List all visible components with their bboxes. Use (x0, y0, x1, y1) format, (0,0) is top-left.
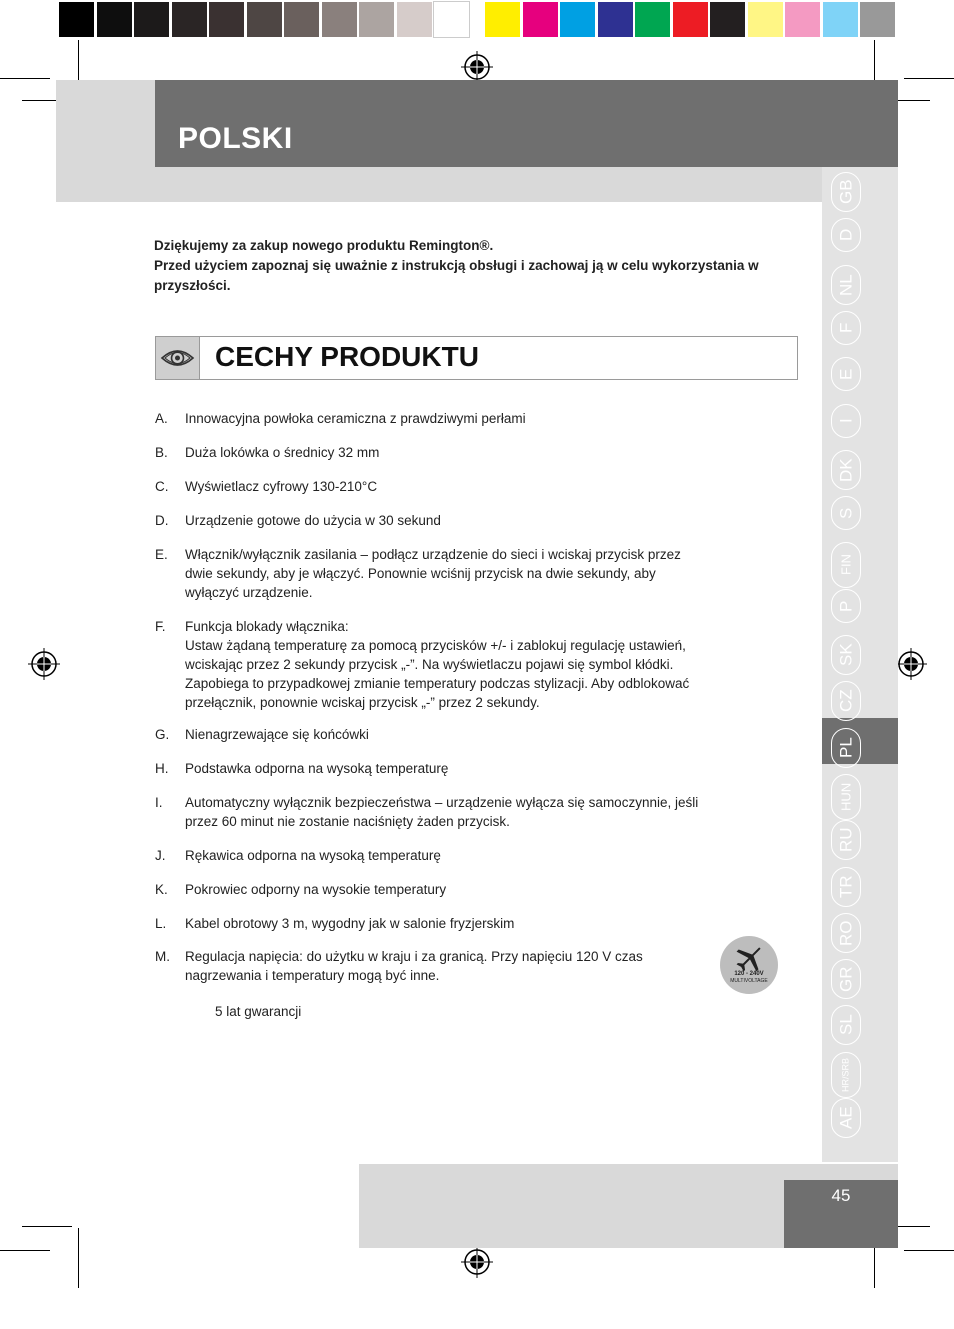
feature-text: Rękawica odporna na wysoką temperaturę (185, 848, 441, 863)
feature-text: Innowacyjna powłoka ceramiczna z prawdziwymi perłami (185, 411, 526, 426)
calibration-swatch (485, 2, 520, 37)
language-tab-hr-srb[interactable]: HR/SRB (831, 1052, 861, 1098)
crop-mark (904, 78, 954, 79)
feature-item (155, 793, 775, 831)
calibration-swatch (397, 2, 432, 37)
feature-letter: C. (155, 479, 169, 494)
feature-item (155, 511, 775, 530)
calibration-swatch (172, 2, 207, 37)
feature-letter: M. (155, 949, 170, 964)
intro-line-1: Dziękujemy za zakup nowego produktu Remington®. (154, 238, 494, 253)
intro-text (154, 236, 774, 296)
feature-letter: I. (155, 795, 163, 810)
language-tab-f[interactable]: F (831, 311, 861, 345)
calibration-swatch (823, 2, 858, 37)
feature-item (155, 947, 775, 985)
feature-text: Wyświetlacz cyfrowy 130-210°C (185, 479, 378, 494)
feature-item (155, 759, 775, 778)
feature-letter: F. (155, 619, 166, 634)
feature-letter: J. (155, 848, 166, 863)
calibration-swatch (134, 2, 169, 37)
language-tab-sl[interactable]: SL (831, 1005, 861, 1045)
registration-mark-icon (461, 51, 493, 83)
feature-text: Nienagrzewające się końcówki (185, 727, 369, 742)
feature-text: Duża lokówka o średnicy 32 mm (185, 445, 380, 460)
crop-mark (0, 1250, 50, 1251)
feature-item (155, 409, 775, 428)
language-tab-s[interactable]: S (831, 496, 861, 530)
registration-mark-icon (895, 648, 927, 680)
voltage-range-label: 120 - 240V (734, 971, 764, 977)
language-tab-gr[interactable]: GR (831, 959, 861, 999)
language-tab-ro[interactable]: RO (831, 913, 861, 953)
feature-item (155, 846, 775, 865)
calibration-swatch (748, 2, 783, 37)
language-tab-ru[interactable]: RU (831, 820, 861, 860)
section-title: CECHY PRODUKTU (215, 341, 479, 372)
feature-letter: B. (155, 445, 168, 460)
feature-letter: L. (155, 916, 167, 931)
eye-icon (156, 337, 199, 379)
feature-letter: H. (155, 761, 169, 776)
language-tab-tr[interactable]: TR (831, 867, 861, 907)
language-tab-gb[interactable]: GB (831, 172, 861, 212)
calibration-swatch (284, 2, 319, 37)
feature-text: Włącznik/wyłącznik zasilania – podłącz urządzenie do sieci i wciskaj przycisk przez dwie sekundy, aby je włączyć. Ponownie wciśnij przycisk na dwie sekundy, aby wyłączyć urządzenie. (185, 547, 681, 600)
warranty-text: 5 lat gwarancji (215, 1004, 302, 1019)
feature-item (155, 914, 775, 933)
calibration-swatch (598, 2, 633, 37)
calibration-swatch (247, 2, 282, 37)
feature-text: Pokrowiec odporny na wysokie temperatury (185, 882, 447, 897)
feature-letter: E. (155, 547, 168, 562)
feature-letter: G. (155, 727, 170, 742)
feature-item (155, 880, 775, 899)
calibration-swatch (97, 2, 132, 37)
calibration-swatch (560, 2, 595, 37)
feature-text: Kabel obrotowy 3 m, wygodny jak w salonie fryzjerskim (185, 916, 515, 931)
feature-item (155, 617, 775, 712)
multivoltage-badge (720, 936, 778, 994)
crop-mark (0, 78, 50, 79)
page-number: 45 (784, 1180, 898, 1248)
feature-text: Podstawka odporna na wysoką temperaturę (185, 761, 449, 776)
crop-mark (22, 1226, 72, 1227)
page-title: POLSKI (178, 122, 293, 155)
language-tab-dk[interactable]: DK (831, 450, 861, 490)
calibration-swatch (322, 2, 357, 37)
feature-text: Urządzenie gotowe do użycia w 30 sekund (185, 513, 441, 528)
calibration-swatch (359, 2, 394, 37)
calibration-swatch (710, 2, 745, 37)
language-tab-sk[interactable]: SK (831, 635, 861, 675)
language-tab-e[interactable]: E (831, 357, 861, 391)
language-tab-cz[interactable]: CZ (831, 681, 861, 721)
calibration-swatch (434, 2, 469, 37)
feature-text: Regulacja napięcia: do użytku w kraju i za granicą. Przy napięciu 120 V czas nagrzewania i temperatury mogą być inne. (185, 949, 643, 983)
calibration-swatch (59, 2, 94, 37)
language-tab-d[interactable]: D (831, 218, 861, 252)
calibration-swatch (860, 2, 895, 37)
language-tab-fin[interactable]: FIN (831, 542, 861, 588)
crop-mark (78, 1228, 79, 1288)
language-tab-p[interactable]: P (831, 589, 861, 623)
multivoltage-label: MULTIVOLTAGE (730, 978, 768, 984)
feature-item (155, 443, 775, 462)
feature-letter: D. (155, 513, 169, 528)
language-tab-i[interactable]: I (831, 404, 861, 438)
feature-item (155, 725, 775, 744)
language-tab-ae[interactable]: AE (831, 1098, 861, 1138)
feature-item (155, 545, 775, 602)
feature-letter: K. (155, 882, 168, 897)
language-tab-hun[interactable]: HUN (831, 774, 861, 820)
calibration-swatch (635, 2, 670, 37)
intro-line-2: Przed użyciem zapoznaj się uważnie z instrukcją obsługi i zachowaj ją w celu wykorzystania w przyszłości. (154, 258, 759, 293)
calibration-swatch (523, 2, 558, 37)
language-tab-pl[interactable]: PL (831, 728, 861, 768)
feature-letter: A. (155, 411, 168, 426)
feature-text: Automatyczny wyłącznik bezpieczeństwa – urządzenie wyłącza się samoczynnie, jeśli przez 60 minut nie zostanie naciśnięty żaden przycisk. (185, 795, 699, 829)
language-tab-nl[interactable]: NL (831, 265, 861, 305)
calibration-swatch (209, 2, 244, 37)
calibration-swatch (785, 2, 820, 37)
section-icon-box (156, 337, 200, 379)
registration-mark-icon (28, 648, 60, 680)
registration-mark-icon (461, 1246, 493, 1278)
feature-text: Funkcja blokady włącznika: Ustaw żądaną temperaturę za pomocą przycisków +/- i zablokuj regulację ustawień, wciskając przez 2 sekundy przycisk „-”. Na wyświetlaczu pojawi się symbol kłódki. Zapobiega to przypadkowej zmianie temperatury podczas stylizacji. Aby odblokować przełącznik, ponownie wciskaj przycisk „-” przez 2 sekundy. (185, 619, 690, 710)
calibration-swatch (673, 2, 708, 37)
crop-mark (904, 1250, 954, 1251)
feature-item (155, 477, 775, 496)
